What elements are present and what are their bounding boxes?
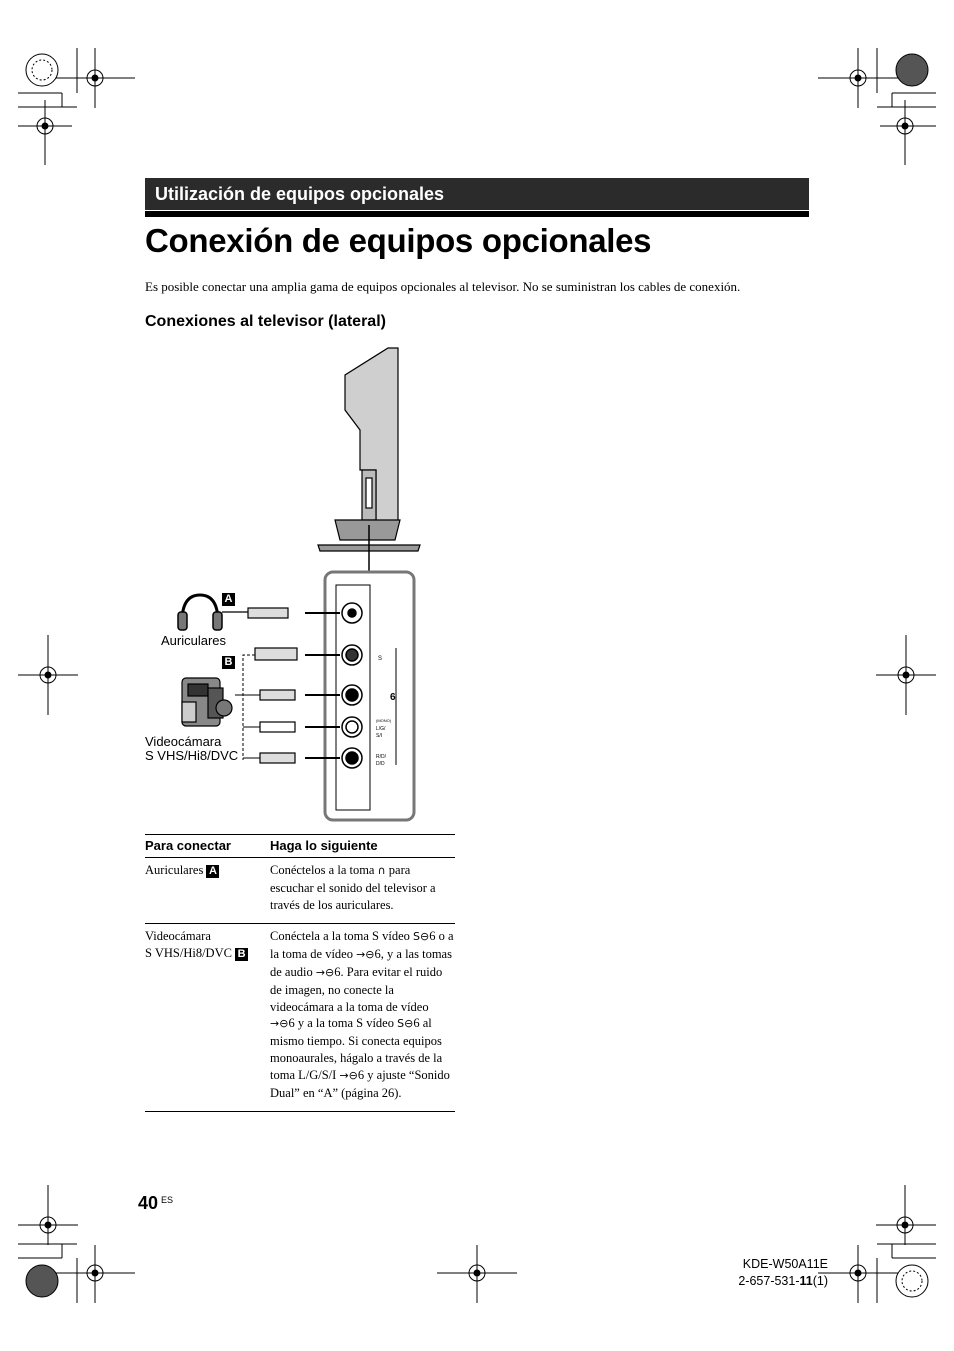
video-input-icon: →⊖ (356, 948, 375, 962)
letter-b-badge: B (235, 948, 248, 961)
headphones-label: Auriculares (161, 633, 227, 648)
panel-label-rdd: R/D/ (376, 754, 386, 760)
section-underline (145, 211, 809, 217)
table-header-col1: Para conectar (145, 835, 270, 858)
input-number: 6 (390, 692, 396, 703)
page-lang: ES (161, 1195, 174, 1205)
headphones-jack-icon: ∩ (377, 864, 386, 877)
page-number: 40 $^{ES}$ (138, 1193, 174, 1213)
panel-label-lgsi: L/G/ (376, 726, 386, 732)
table-row (145, 924, 455, 1112)
headphones-icon (178, 595, 222, 630)
connection-table (145, 834, 455, 1112)
panel-label-si: S/I (376, 733, 383, 739)
model-number: KDE-W50A11E (742, 1257, 828, 1271)
table-row (145, 858, 455, 924)
s-video-jack-icon: S⊖ (397, 1017, 414, 1031)
subheading: Conexiones al televisor (lateral) (145, 313, 386, 330)
audio-input-icon: →⊖ (315, 965, 335, 979)
model-info (738, 1256, 828, 1290)
table-cell: Conéctelos a la toma ∩ para escuchar el sonido del televisor a través de los auriculares. (270, 858, 455, 924)
camcorder-label-2: S VHS/Hi8/DVC (145, 748, 239, 763)
table-header-col2: Haga lo siguiente (270, 835, 455, 858)
part-number: 2-657-531-11(1) (738, 1274, 828, 1288)
page-title: Conexión de equipos opcionales (145, 222, 652, 259)
video-input-icon: →⊖ (270, 1017, 289, 1031)
section-header: Utilización de equipos opcionales (145, 178, 809, 210)
letter-b-marker: B (222, 655, 235, 669)
panel-label-s: S (378, 656, 383, 662)
table-cell: Conéctela a la toma S vídeo S⊖6 o a la toma de vídeo →⊖6, y a las tomas de audio →⊖6. Para evitar el ruido de imagen, no conecte la videocámara a la toma de vídeo →⊖6 y a la toma S vídeo S⊖6 al mismo tiempo. Si conecta equipos monoaurales, hágalo a través de la toma L/G/S/I →⊖6 y ajuste “Sonido Dual” en “A” (página 26). (270, 924, 455, 1112)
intro-paragraph: Es posible conectar una amplia gama de equipos opcionales al televisor. No se suministran los cables de conexión. (145, 279, 741, 294)
tv-side-icon (318, 348, 420, 572)
table-cell: Auriculares A (145, 858, 270, 924)
panel-label-mono: (MONO) (376, 718, 392, 723)
camcorder-label-1: Videocámara (145, 734, 222, 749)
table-cell: Videocámara S VHS/Hi8/DVC B (145, 924, 270, 1112)
audio-input-icon: →⊖ (339, 1068, 358, 1082)
s-video-jack-icon: S⊖ (413, 930, 430, 944)
camcorder-icon (182, 678, 232, 726)
letter-a-marker: A (222, 592, 235, 606)
panel-label-dd: D/D (376, 761, 385, 767)
letter-a-badge: A (206, 865, 219, 878)
